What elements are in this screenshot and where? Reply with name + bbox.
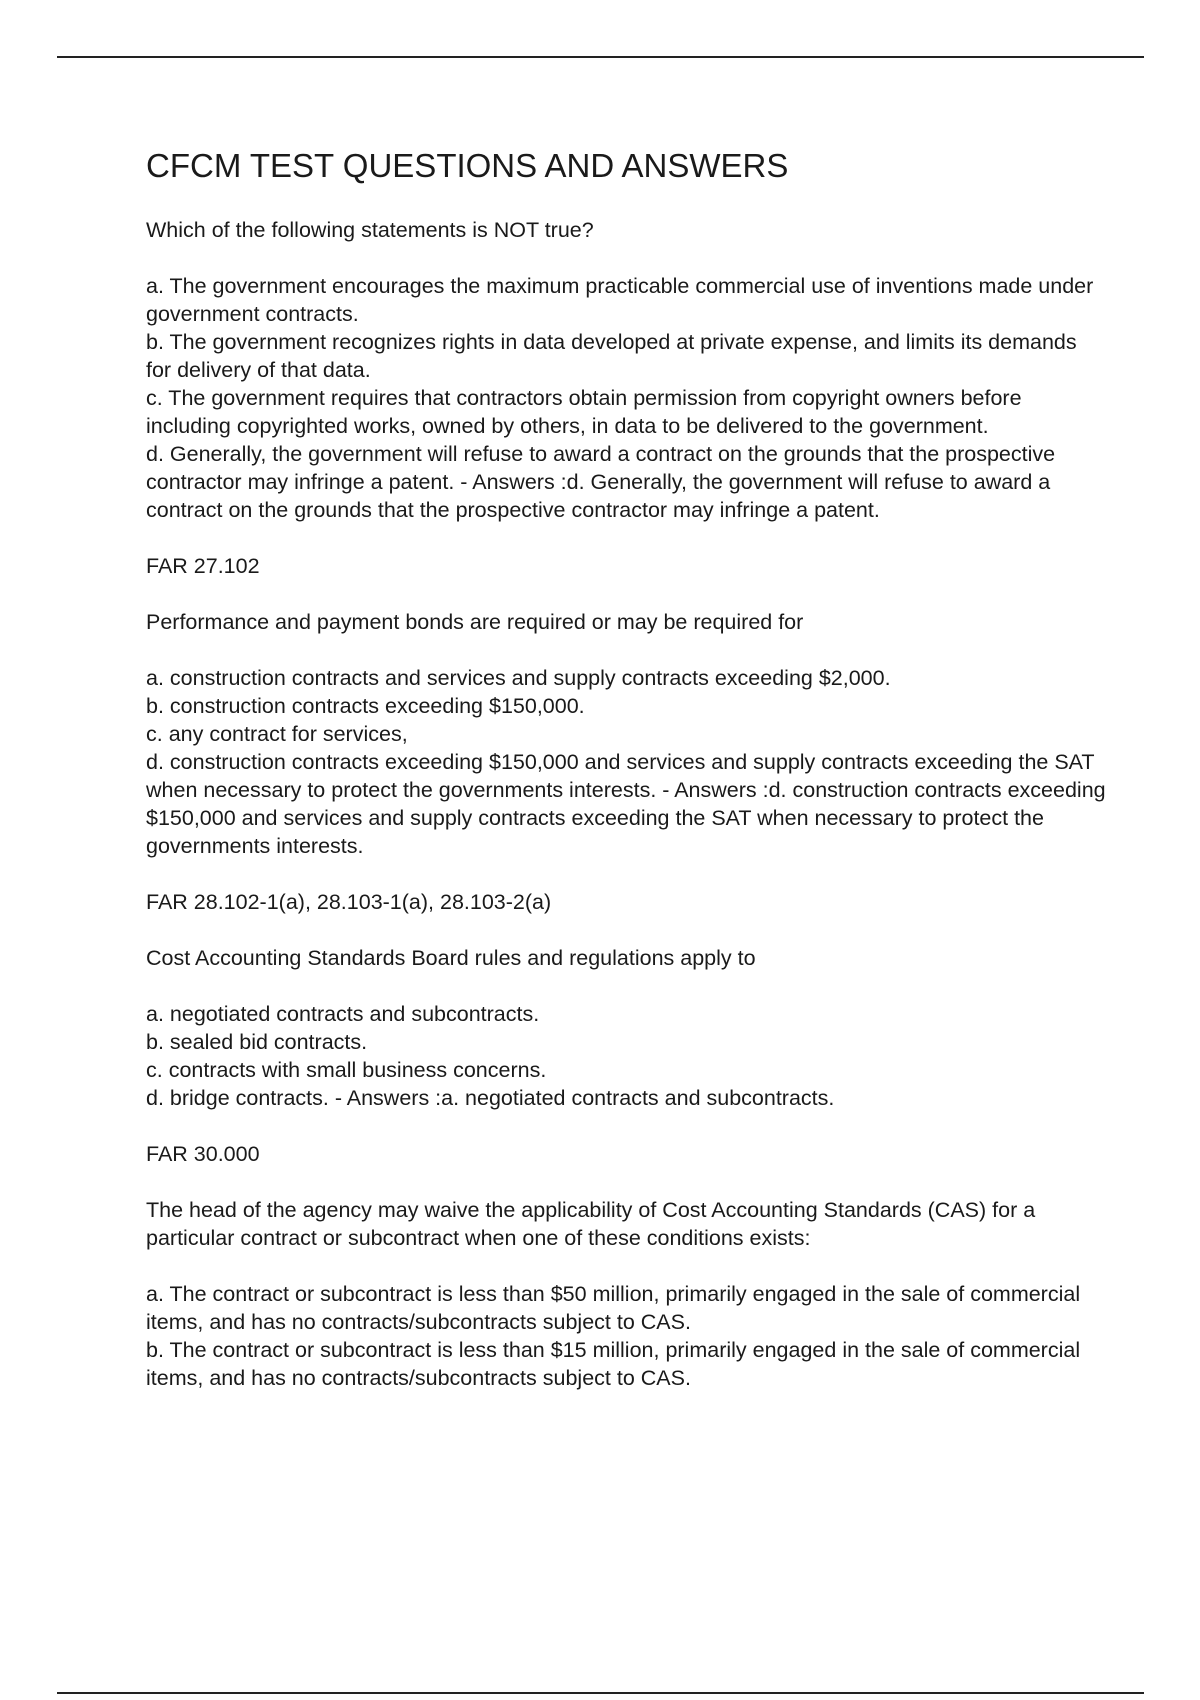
answer-option: d. Generally, the government will refuse to award a contract on the grounds that the prospective contractor may infringe a patent. - Answers :d. Generally, the government will refuse to award a contract on the grounds that the prospective contractor may infringe a patent.	[146, 442, 1056, 522]
footer-rule	[57, 1692, 1144, 1694]
question-prompt: Which of the following statements is NOT true?	[146, 218, 594, 242]
page-content	[146, 146, 1106, 1420]
question-block	[146, 944, 1106, 1168]
question-prompt: Performance and payment bonds are required or may be required for	[146, 610, 804, 634]
answer-option: c. any contract for services,	[146, 722, 408, 746]
answer-option: a. negotiated contracts and subcontracts.	[146, 1002, 540, 1026]
question-block	[146, 608, 1106, 916]
question-block	[146, 1196, 1106, 1392]
answer-options	[146, 1000, 1106, 1112]
far-reference: FAR 30.000	[146, 1142, 260, 1166]
answer-option: b. sealed bid contracts.	[146, 1030, 368, 1054]
answer-options	[146, 272, 1106, 524]
answer-option: a. The contract or subcontract is less than $50 million, primarily engaged in the sale of commercial items, and has no contracts/subcontracts subject to CAS.	[146, 1282, 1081, 1334]
answer-option: c. contracts with small business concerns.	[146, 1058, 547, 1082]
question-prompt: The head of the agency may waive the applicability of Cost Accounting Standards (CAS) for a particular contract or subcontract when one of these conditions exists:	[146, 1198, 1036, 1250]
answer-option: c. The government requires that contractors obtain permission from copyright owners before including copyrighted works, owned by others, in data to be delivered to the government.	[146, 386, 1022, 438]
answer-option: d. bridge contracts. - Answers :a. negotiated contracts and subcontracts.	[146, 1086, 835, 1110]
answer-option: d. construction contracts exceeding $150,000 and services and supply contracts exceeding the SAT when necessary to protect the governments interests. - Answers :d. construction contracts exceeding $150,000 and services and supply contracts exceeding the SAT when necessary to protect the governments interests.	[146, 750, 1106, 858]
answer-option: b. The government recognizes rights in data developed at private expense, and limits its demands for delivery of that data.	[146, 330, 1077, 382]
answer-options	[146, 664, 1106, 860]
far-reference: FAR 28.102-1(a), 28.103-1(a), 28.103-2(a)	[146, 890, 552, 914]
header-rule	[57, 56, 1144, 58]
question-prompt: Cost Accounting Standards Board rules and regulations apply to	[146, 946, 756, 970]
answer-options	[146, 1280, 1106, 1392]
document-title: CFCM TEST QUESTIONS AND ANSWERS	[146, 147, 789, 184]
far-reference: FAR 27.102	[146, 554, 260, 578]
answer-option: a. construction contracts and services and supply contracts exceeding $2,000.	[146, 666, 891, 690]
answer-option: b. construction contracts exceeding $150,000.	[146, 694, 585, 718]
answer-option: b. The contract or subcontract is less than $15 million, primarily engaged in the sale of commercial items, and has no contracts/subcontracts subject to CAS.	[146, 1338, 1081, 1390]
answer-option: a. The government encourages the maximum practicable commercial use of inventions made under government contracts.	[146, 274, 1094, 326]
question-block	[146, 216, 1106, 580]
